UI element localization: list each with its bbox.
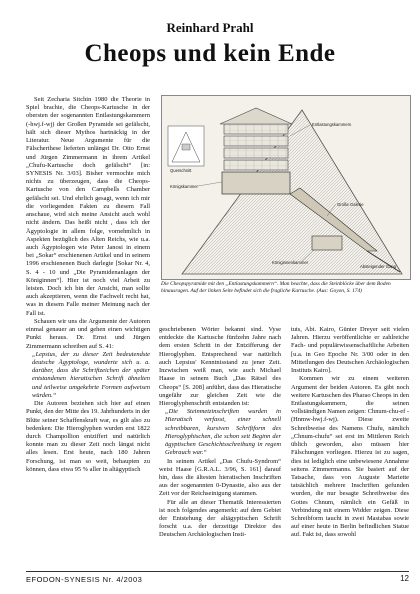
quote: „Lepsius, der zu dieser Zeit bedeutendste deutsche Ägyptologe, wunderte sich u. a. darüber, dass die Schriftzeichen der später entstandenen hieratischen Schrift ähnelten und teilweise umgekehrte Formen aufweisen würden.“ [32, 350, 150, 399]
label-relieving-chambers: Entlastungskammern [312, 122, 352, 127]
quote: „Die Steinmetzinschriften wurden in Hieratisch verfasst, einer schnell schreibbaren, kursiven Schriftform des Hieroglyphischen, die schon seit Beginn der ägyptischen Geschichtsschreibung in regem Gebrauch war.“ [165, 408, 281, 457]
label-cross-section: Querschnitt [170, 168, 192, 173]
paragraph: Die Autoren beziehen sich hier auf einen Punkt, den der Mitte des 19. Jahrhunderts in der Blüte seiner Schaffenskraft war, es gilt also zu bedenken: Die Hieroglyphen wurden erst 1822 durch Champollion entziffert und natürlich konnte man zu dieser Zeit noch längst nicht alles lesen. Erst heute, nach 180 Jahren Forschung, ist man so weit, behaupten zu können, dass etwa 95 % aller in altägyptisch [26, 400, 150, 473]
paragraph: In seinem Artikel „Das Chufu-Syndrom“ weist Haase [G.R.A.L. 3/96, S. 161] darauf hin, dass die ältesten hieratischen Inschriften aus der sogenannten 0-Dynastie, also aus der Zeit vor der Reichseinigung stammen. [159, 457, 281, 498]
queens-chamber [312, 236, 342, 250]
paragraph: Kommen wir zu einem weiteren Argument der beiden Autoren. Es gibt noch weitere Kartuschen des Pharao Cheops in den Entlastungskammern, die seinen vollständigen Namen zeigen: Chnum-chu-ef - (Hnmw-hwj.f-wj). Diese zweite Schreibweise des Namens Chufu, nämlich „Chnum-chufu“ sei erst im Mittleren Reich üblich geworden, also müssen hier Fälschungen vorliegen. Hierzu ist zu sagen, dies ist lediglich eine unbewiesene Annahme seitens Zimmermanns. Sie basiert auf der Tatsache, dass von Auguste Mariette tatsächlich mehrere Inschriften gefunden wurden, die nur besagte Schreibweise des Gottes Chnum, nämlich ein Gefäß in Verbindung mit einem Widder zeigen. Diese Schreibform taucht in zwei Mastabas sowie auf einer heute in Berlin befindlichen Statue auf. Fakt ist, dass sowohl [291, 375, 409, 539]
article-title: Cheops und kein Ende [84, 40, 336, 67]
paragraph: Seit Zecharia Sitchin 1980 die Theorie in Spiel brachte, die Cheops-Kartusche in der obersten der sogenannten Entlastungskammern (-hwj.f-wj) der Großen Pyramide sei gefälscht, hält sich dieser Mythos hartnäckig in der Literatur. Neue Argumente für die Fälscherthese lieferten unlängst Dr. Otto Ernst und Jürgen Zimmermann in ihrem Artikel „Chufu-Kartusche doch gefälscht“ [in: SYNESIS Nr. 3/03]. Bisher vermochte mich nichts zu überzeugen, dass die Cheops-Kartusche von den Campbells Chamber gefälscht sei. Und ehrlich gesagt, wenn ich mir die vorliegenden Fakten zu diesem Fall anschaue, wird sich meine Ansicht auch wohl nicht ändern. Das heißt nicht , dass ich der Ägyptologie in allem folge, vornehmlich in Aspekten bezüglich des Alten Reichs, wie u.a. auch Ägyptologen wie Peter Janosi in einem bei „Sokar“ erschienenen Artikel und in seinem 1996 erschienenen Buch darlegte [Sokar Nr. 4, S. 4 - 10 und „Die Pyramidenanlagen der Königinnen“]. Hier ist noch viel Arbeit zu leisten. Doch ich bin der Ansicht, man sollte auch akzeptieren, wenn die Fachwelt recht hat, was in diesem Falle meiner Meinung nach der Fall ist. [26, 96, 150, 317]
text-column-1 [26, 96, 150, 474]
paragraph: geschriebenen Wörter bekannt sind. Vyse entdeckte die Kartusche fünfzehn Jahre nach dem ersten Schritt in der Entzifferung der Hieroglyphen. Entsprechend war natürlich auch Lepsius' Kenntnisstand zu jener Zeit. Inzwischen weiß man, wie auch Michael Haase in seinem Buch „Das Rätsel des Cheops“ [S. 208] anführt, dass das Hieratische ungefähr zur gleichen Zeit wie die Hieroglyphenschrift entstanden ist: [159, 326, 281, 407]
label-descending-corridor: Absteigender Gang [360, 264, 397, 269]
text-column-3 [291, 326, 409, 540]
page-number: 12 [400, 574, 409, 583]
text-column-2 [159, 326, 281, 540]
label-grand-gallery: Große Galerie [337, 202, 364, 207]
paragraph: Für alle an dieser Thematik Interessierten ist noch folgendes angemerkt: auf dem Gebiet der Entstehung der altägyptischen Schrift forscht u.a. der derzeitige Direktor des Deutschen Archäologischen Insti- [159, 498, 281, 539]
label-queens-chamber: Königinnenkammer [272, 260, 309, 265]
paragraph: tuts, Abt. Kairo, Günter Dreyer seit vielen Jahren. Hierzu veröffentlichte er zahlreiche Fach- und populärwissenschaftliche Arbeiten [u.a. in Geo Epoche Nr. 3/00 oder in den Mitteilungen des Deutschen Archäologischen Instituts Kairo]. [291, 326, 409, 375]
figure-caption: Die Cheopspyramide mit den „Entlastungskammern“. Man beachte, dass die Steinblöcke über dem Boden hinausragen. Auf der linken Seite befindet sich die fragliche Kartusche. (Aus: Goyon, S. 174) [161, 281, 391, 294]
kings-chamber [222, 172, 290, 194]
pyramid-cross-section-drawing [162, 96, 410, 279]
author-name: Reinhard Prahl [166, 20, 254, 35]
footer-divider [26, 571, 409, 572]
footer-publication: EFODON-SYNESIS Nr. 4/2003 [26, 575, 143, 584]
paragraph: Schauen wir uns die Argumente der Autoren einmal genauer an und gehen einen wichtigen Punkt heraus. Dr. Ernst und Jürgen Zimmermann schreiben auf S. 41: [26, 317, 150, 350]
inset-cross-section [168, 126, 204, 166]
label-kings-chamber: Königskammer [170, 184, 198, 189]
pyramid-diagram [161, 95, 411, 280]
